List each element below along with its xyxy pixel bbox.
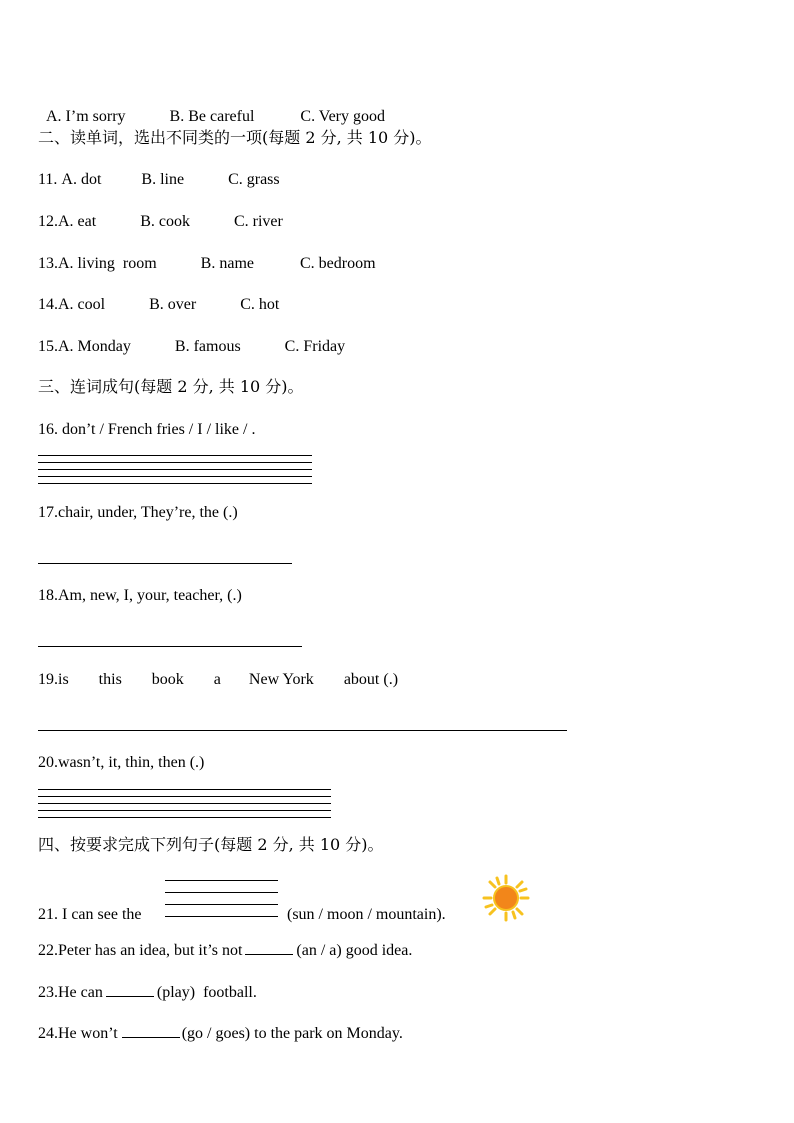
word: about (.)	[343, 671, 399, 688]
answer-line[interactable]	[38, 469, 312, 470]
option-c: C. grass	[228, 171, 280, 188]
answer-line[interactable]	[38, 730, 567, 731]
answer-line[interactable]	[38, 789, 331, 790]
question-15: 15.A. Monday B. famous C. Friday	[38, 338, 346, 355]
q10-option-a: A. I’m sorry	[46, 108, 126, 125]
option-b: B. over	[149, 296, 197, 313]
question-23	[38, 982, 257, 1003]
question-24-prompt: 24.He won’t	[38, 1025, 118, 1042]
question-11: 11. A. dot B. line C. grass	[38, 171, 280, 188]
option-c: C. river	[233, 213, 283, 230]
option-c: C. Friday	[284, 338, 346, 355]
question-13: 13.A. living room B. name C. bedroom	[38, 255, 376, 272]
option-a: A. dot	[61, 171, 102, 188]
sun-disc	[494, 886, 518, 910]
word: a	[213, 671, 221, 688]
option-b: B. famous	[174, 338, 241, 355]
section2-title: 二、读单词，选出不同类的一项(每题 2 分, 共 10 分)。	[38, 128, 432, 147]
answer-blank[interactable]	[245, 940, 293, 955]
option-b: B. cook	[140, 213, 190, 230]
word: is	[58, 671, 69, 688]
question-21-prompt: 21. I can see the	[38, 906, 142, 923]
question-number: 19.	[38, 671, 58, 688]
word: New York	[248, 671, 314, 688]
option-a: A. living room	[58, 255, 157, 272]
answer-line[interactable]	[38, 483, 312, 484]
section3-title: 三、连词成句(每题 2 分, 共 10 分)。	[38, 377, 304, 396]
word: book	[151, 671, 184, 688]
q10-options	[38, 87, 385, 127]
question-number: 11	[38, 171, 54, 188]
answer-line[interactable]	[38, 455, 312, 456]
answer-line[interactable]	[38, 462, 312, 463]
answer-line[interactable]	[165, 904, 278, 905]
option-b: B. name	[200, 255, 254, 272]
answer-line[interactable]	[38, 810, 331, 811]
question-23-choices: (play) football.	[156, 984, 257, 1001]
question-22	[38, 940, 412, 961]
answer-blank[interactable]	[106, 982, 154, 997]
question-12: 12.A. eat B. cook C. river	[38, 213, 283, 230]
option-a: A. Monday	[58, 338, 131, 355]
question-number: 15	[38, 338, 54, 355]
option-c: C. hot	[240, 296, 280, 313]
answer-line[interactable]	[38, 803, 331, 804]
question-17: 17.chair, under, They’re, the (.)	[38, 504, 238, 521]
question-24	[38, 1023, 403, 1044]
q10-option-c: C. Very good	[300, 108, 385, 125]
option-a: A. cool	[58, 296, 106, 313]
question-19	[38, 670, 398, 690]
answer-line[interactable]	[165, 916, 278, 917]
question-14: 14.A. cool B. over C. hot	[38, 296, 280, 313]
word: this	[98, 671, 122, 688]
question-22-choices: (an / a) good idea.	[296, 942, 413, 959]
answer-line[interactable]	[38, 817, 331, 818]
question-number: 12	[38, 213, 54, 230]
section4-title: 四、按要求完成下列句子(每题 2 分, 共 10 分)。	[38, 835, 384, 854]
question-20: 20.wasn’t, it, thin, then (.)	[38, 754, 205, 771]
answer-line[interactable]	[38, 563, 292, 564]
question-number: 14	[38, 296, 54, 313]
question-23-prompt: 23.He can	[38, 984, 103, 1001]
option-a: A. eat	[58, 213, 97, 230]
sun-icon	[482, 874, 530, 922]
question-18: 18.Am, new, I, your, teacher, (.)	[38, 587, 242, 604]
answer-line[interactable]	[38, 796, 331, 797]
answer-line[interactable]	[165, 892, 278, 893]
answer-line[interactable]	[38, 646, 302, 647]
q10-option-b: B. Be careful	[169, 108, 255, 125]
answer-line[interactable]	[38, 476, 312, 477]
answer-line[interactable]	[165, 880, 278, 881]
question-22-prompt: 22.Peter has an idea, but it’s not	[38, 942, 243, 959]
question-number: 13	[38, 255, 54, 272]
question-24-choices: (go / goes) to the park on Monday.	[181, 1025, 403, 1042]
answer-blank[interactable]	[122, 1023, 180, 1038]
option-b: B. line	[141, 171, 185, 188]
option-c: C. bedroom	[300, 255, 376, 272]
question-16: 16. don’t / French fries / I / like / .	[38, 421, 256, 438]
question-21-choices: (sun / moon / mountain).	[287, 906, 446, 923]
